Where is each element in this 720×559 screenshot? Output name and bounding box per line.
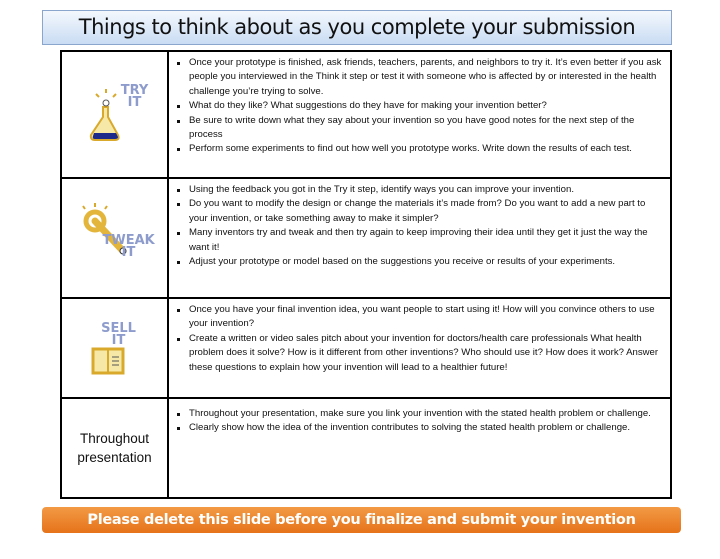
bullet: Adjust your prototype or model based on the suggestions you receive or results of your experiments. [189,255,664,269]
icon-label: SELL IT [101,320,136,348]
slide-title: Things to think about as you complete your submission [42,10,672,45]
flask-icon [75,77,155,147]
icon-label: TWEAK IT [102,232,155,260]
throughout-label: Throughout presentation [61,398,168,498]
icon-label: TRY IT [120,83,149,110]
bullet: Once you have your final invention idea, you want people to start using it! How will you convince others to use your invention? [189,303,664,332]
bullet: Throughout your presentation, make sure you link your invention with the stated health problem or challenge. [189,407,664,421]
tweak-it-text [168,178,671,298]
row-tweak-it [61,178,671,298]
row-throughout [61,398,671,498]
row-sell-it [61,298,671,398]
bullet: Perform some experiments to find out how well you prototype works. Write down the results of each test. [189,142,664,156]
book-icon [75,311,155,381]
try-it-cell [61,51,168,178]
sell-it-text [168,298,671,398]
try-it-text [168,51,671,178]
bullet: Clearly show how the idea of the invention contributes to solving the stated health problem or challenge. [189,421,664,435]
bullet: What do they like? What suggestions do they have for making your invention better? [189,99,664,113]
bullet: Using the feedback you got in the Try it step, identify ways you can improve your invention. [189,183,664,197]
bullet: Be sure to write down what they say about your invention so you have good notes for the next step of the process [189,114,664,143]
row-try-it [61,51,671,178]
throughout-text [168,398,671,498]
bullet: Once your prototype is finished, ask friends, teachers, parents, and neighbors to try it. It’s even better if you ask people you interviewed in the Think it step or test it with someone who is affected by or interested in the health challenge you’re trying to solve. [189,56,664,99]
delete-slide-banner: Please delete this slide before you finalize and submit your invention presentation! [42,507,681,533]
bullet: Do you want to modify the design or change the materials it’s made from? Do you want to add a new part to your invention, or take something away to make it simpler? [189,197,664,226]
steps-table [60,50,672,499]
tweak-it-cell [61,178,168,298]
wrench-icon [75,201,155,271]
bullet: Many inventors try and tweak and then try again to keep improving their idea until they get it just the way the want it! [189,226,664,255]
bullet: Create a written or video sales pitch about your invention for doctors/health care professionals What health problem does it solve? How is it different from other inventions? Who should use it? How does it work? Answer these questions to explain how your invention will lead to a healthier future! [189,332,664,375]
sell-it-cell [61,298,168,398]
